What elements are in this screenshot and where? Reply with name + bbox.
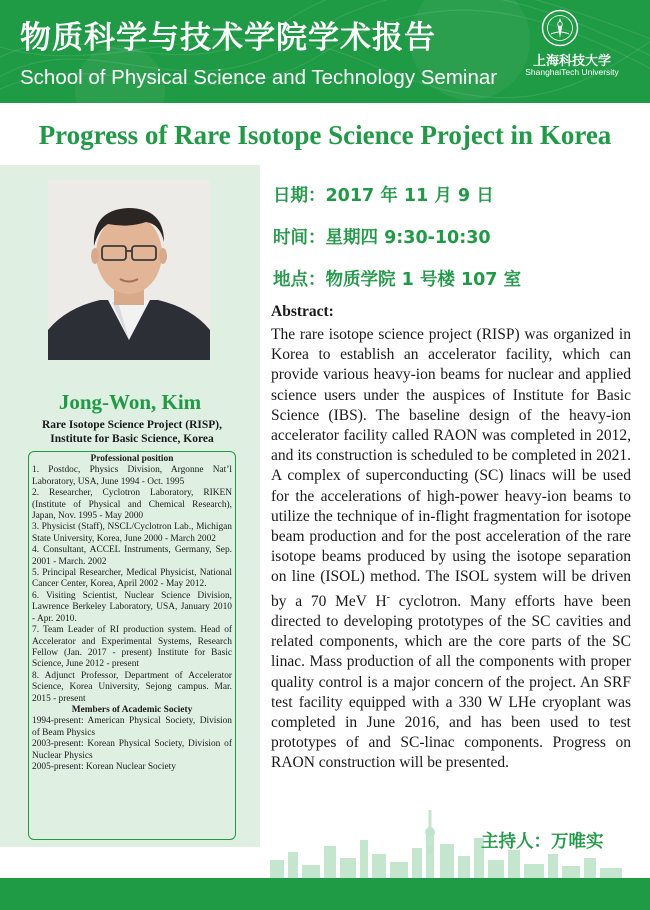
- position-item-8: 8. Adjunct Professor, Department of Accelerator Science, Korea University, Sejong campus. Mar. 2015 - present: [32, 670, 232, 704]
- speaker-photo: [48, 180, 210, 360]
- position-item-6: 6. Visiting Scientist, Nuclear Science Division, Lawrence Berkeley Laboratory, USA, January 2010 - Apr. 2010.: [32, 590, 232, 624]
- society-item-2: 2003-present: Korean Physical Society, Division of Nuclear Physics: [32, 739, 232, 761]
- header-banner: [0, 0, 650, 103]
- speaker-cv-box: [28, 451, 236, 840]
- abstract-text: [271, 325, 631, 774]
- position-item-7: 7. Team Leader of RI production system. Head of Accelerator and Experimental Systems, Research Fellow (Jan. 2017 - present) Institute for Basic Science, June 2012 - present: [32, 625, 232, 670]
- society-item-3: 2005-present: Korean Nuclear Society: [32, 761, 176, 772]
- positions-heading: Professional position: [90, 454, 174, 464]
- speaker-portrait-illustration: [48, 180, 210, 360]
- event-location: 地点：物质学院 1 号楼 107 室: [273, 270, 522, 290]
- speaker-name: Jong-Won, Kim: [58, 390, 202, 414]
- footer-bar: [0, 878, 650, 910]
- seminar-title: Progress of Rare Isotope Science Project in Korea: [38, 120, 612, 150]
- logo-text-cn: 上海科技大学: [532, 54, 611, 69]
- host-info: 主持人：万唯实: [481, 832, 604, 852]
- abstract-heading: Abstract:: [271, 303, 334, 320]
- speaker-affiliation: [20, 418, 244, 446]
- abstract-superscript: -: [386, 591, 390, 603]
- affiliation-line-2: Institute for Basic Science, Korea: [50, 433, 214, 445]
- header-title-en: School of Physical Science and Technology Seminar: [20, 66, 498, 89]
- societies-heading: Members of Academic Society: [71, 704, 193, 715]
- header-title-cn: 物质科学与技术学院学术报告: [20, 20, 436, 56]
- position-item-3: 3. Physicist (Staff), NSCL/Cyclotron Lab., Michigan State University, Korea, June 2000 - March 2002: [32, 522, 232, 544]
- position-item-4: 4. Consultant, ACCEL Instruments, Germany, Sep. 2001 - March. 2002: [32, 545, 232, 567]
- event-date: 日期：2017 年 11 月 9 日: [273, 186, 494, 206]
- society-item-1: 1994-present: American Physical Society, Division of Beam Physics: [32, 716, 232, 738]
- abstract-text-part-2: cyclotron. Many efforts have been directed to developing prototypes of the SC cavities and related components, which are the core parts of the SC linac. Mass production of all the components with proper quality control is a major concern of the project. An SRF test facility equipped with a 330 W LHe cryoplant was completed in June 2016, and has been used to test prototypes of and SC-linac components. Progress on RAON construction will be presented.: [271, 592, 632, 772]
- affiliation-line-1: Rare Isotope Science Project (RISP),: [41, 419, 222, 431]
- event-time: 时间：星期四 9:30-10:30: [273, 228, 491, 248]
- university-emblem-icon: [541, 9, 579, 47]
- logo-text-en: ShanghaiTech University: [525, 67, 619, 77]
- abstract-text-part-1: The rare isotope science project (RISP) was organized in Korea to establish an accelerator facility, which can provide various heavy-ion beams for nuclear and applied science users under the auspices of Institute for Basic Science (IBS). The baseline design of the heavy-ion accelerator facility called RAON was completed in 2012, and its construction is scheduled to be completed in 2021. A complex of superconducting (SC) linacs will be used for the accelerations of high-power heavy-ion beams to utilize the technique of in-flight fragmentation for isotope beam production and for the post acceleration of the rare isotope beams produced by using the isotope separation on line (ISOL) method. The ISOL system will be driven by a 70 MeV H: [271, 326, 631, 610]
- position-item-1: 1. Postdoc, Physics Division, Argonne Nat’l Laboratory, USA, June 1994 - Oct. 1995: [32, 465, 232, 487]
- position-item-2: 2. Researcher, Cyclotron Laboratory, RIKEN (Institute of Physical and Chemical Research), Japan, Nov. 1995 - May 2000: [32, 488, 232, 522]
- position-item-5: 5. Principal Researcher, Medical Physicist, National Cancer Center, Korea, April 2002 - May 2012.: [32, 568, 232, 590]
